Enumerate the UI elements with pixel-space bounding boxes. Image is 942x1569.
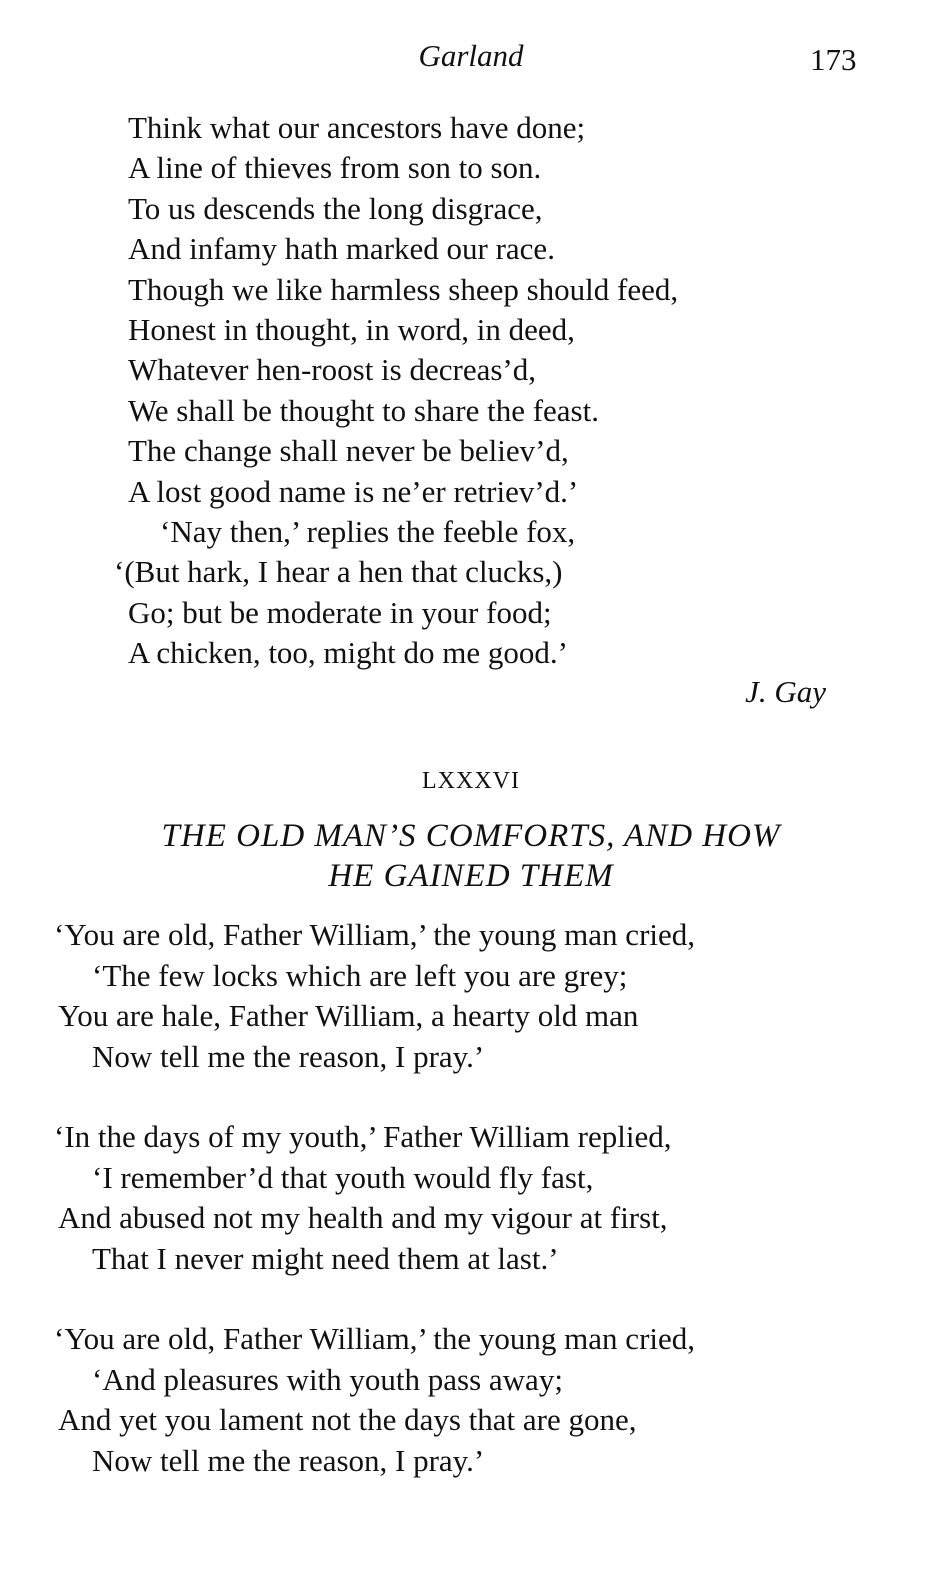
poem-line: That I never might need them at last.’	[92, 1240, 559, 1276]
section-number: LXXXVI	[422, 768, 520, 794]
poem-continuation	[114, 108, 679, 674]
running-title: Garland	[418, 38, 524, 73]
poem-line: A chicken, too, might do me good.’	[128, 635, 568, 671]
poem-line: ‘You are old, Father William,’ the young man cried,	[54, 1321, 696, 1356]
poem-title-line: HE GAINED THEM	[328, 858, 614, 894]
poem-line: We shall be thought to share the feast.	[128, 392, 599, 428]
stanza	[54, 1319, 696, 1481]
poem-line: And yet you lament not the days that are gone,	[58, 1402, 637, 1437]
poem-line: The change shall never be believ’d,	[128, 433, 569, 469]
poem-line: ‘And pleasures with youth pass away;	[92, 1361, 563, 1397]
poem-line: ‘You are old, Father William,’ the young man cried,	[54, 917, 696, 952]
poem-line: Whatever hen-roost is decreas’d,	[128, 352, 536, 388]
poem-line: And abused not my health and my vigour at first,	[58, 1200, 668, 1235]
poem-line: ‘Nay then,’ replies the feeble fox,	[160, 514, 576, 550]
poem-author: J. Gay	[745, 674, 826, 709]
poem-line: You are hale, Father William, a hearty old man	[58, 998, 639, 1033]
poem-line: To us descends the long disgrace,	[128, 190, 543, 226]
poem-line: Though we like harmless sheep should feed,	[128, 271, 679, 307]
stanza	[54, 915, 696, 1077]
poem-line: Now tell me the reason, I pray.’	[92, 1442, 485, 1478]
poem-line: ‘The few locks which are left you are grey;	[92, 957, 628, 993]
poem-line: Think what our ancestors have done;	[128, 110, 586, 145]
stanza	[54, 1117, 695, 1279]
poem-line: And infamy hath marked our race.	[128, 231, 555, 267]
poem-line: A line of thieves from son to son.	[128, 150, 542, 186]
poem-line: Go; but be moderate in your food;	[128, 594, 552, 630]
poem-line: ‘In the days of my youth,’ Father William replied,	[54, 1119, 672, 1154]
poem-line: Now tell me the reason, I pray.’	[92, 1038, 485, 1074]
poem-line: ‘I remember’d that youth would fly fast,	[92, 1159, 594, 1195]
poem-line: ‘(But hark, I hear a hen that clucks,)	[114, 554, 563, 590]
page-number: 173	[810, 42, 857, 77]
poem-body	[54, 915, 696, 1521]
poem-title	[0, 816, 942, 896]
poem-line: Honest in thought, in word, in deed,	[128, 312, 575, 348]
poem-line: A lost good name is ne’er retriev’d.’	[128, 473, 579, 509]
poem-title-line: THE OLD MAN’S COMFORTS, AND HOW	[161, 818, 781, 854]
